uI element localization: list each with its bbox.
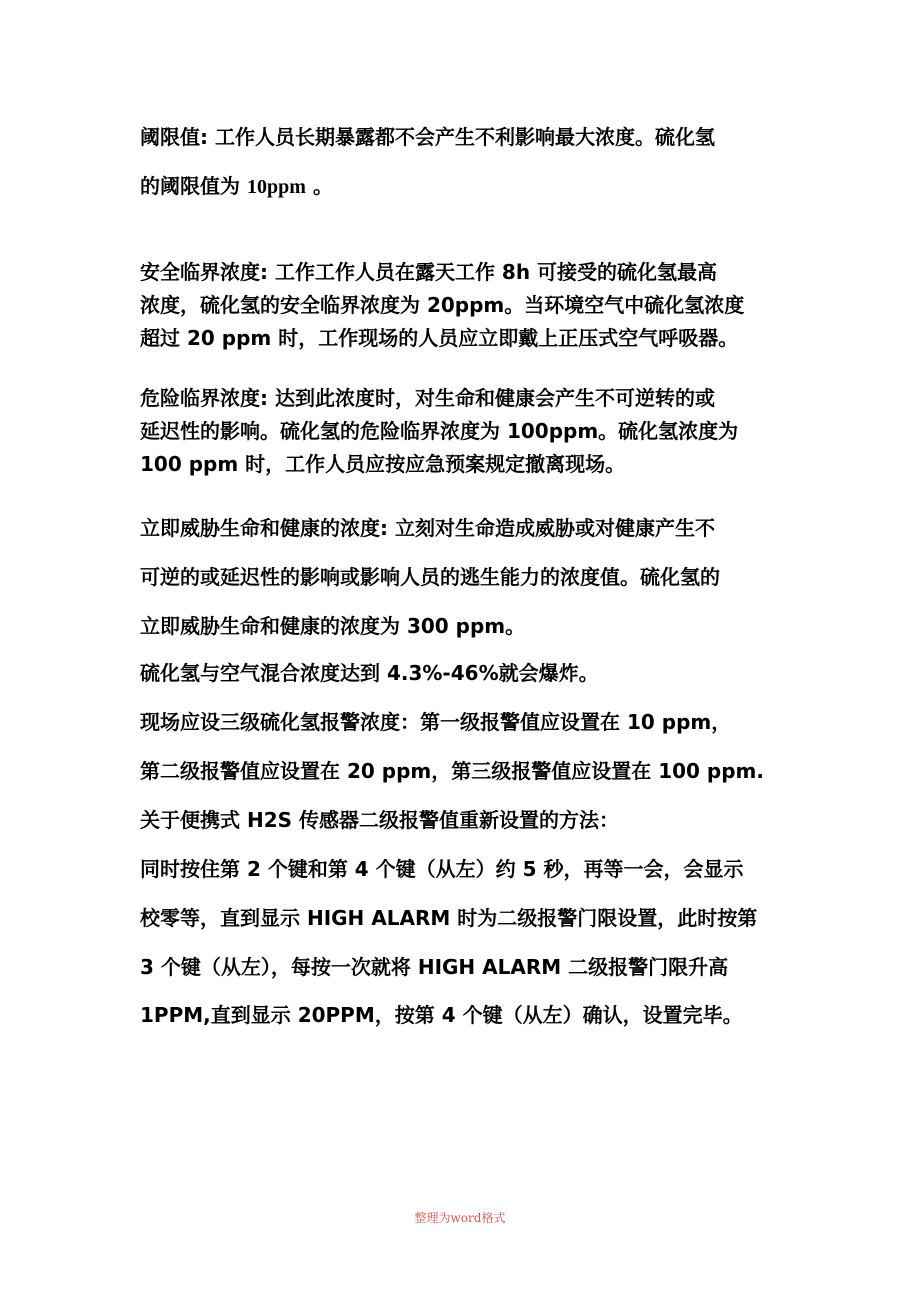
line-text: 的阈限值为 <box>140 174 247 198</box>
footer-note: 整理为word格式 <box>414 1211 506 1225</box>
paragraph-line: 立即威胁生命和健康的浓度: 立刻对生命造成威胁或对健康产生不 <box>140 516 715 540</box>
threshold-value: 10ppm <box>246 176 306 198</box>
paragraph-line: 1PPM,直到显示 20PPM，按第 4 个键（从左）确认，设置完毕。 <box>140 1003 743 1027</box>
paragraph-line: 100 ppm 时，工作人员应按应急预案规定撤离现场。 <box>140 452 626 476</box>
paragraph-line: 关于便携式 H2S 传感器二级报警值重新设置的方法： <box>140 808 619 832</box>
paragraph-line: 现场应设三级硫化氢报警浓度：第一级报警值应设置在 10 ppm， <box>140 710 732 734</box>
paragraph-line: 硫化氢与空气混合浓度达到 4.3%-46%就会爆炸。 <box>140 661 599 685</box>
paragraph-line: 3 个键（从左），每按一次就将 HIGH ALARM 二级报警门限升高 <box>140 955 729 979</box>
paragraph-line: 阈限值: 工作人员长期暴露都不会产生不利影响最大浓度。硫化氢 <box>140 125 715 149</box>
paragraph-line: 可逆的或延迟性的影响或影响人员的逃生能力的浓度值。硫化氢的 <box>140 565 720 589</box>
paragraph-line: 超过 20 ppm 时，工作现场的人员应立即戴上正压式空气呼吸器。 <box>140 326 739 350</box>
line-end: 。 <box>305 174 333 198</box>
paragraph-line: 立即威胁生命和健康的浓度为 300 ppm。 <box>140 614 526 638</box>
paragraph-line: 危险临界浓度: 达到此浓度时，对生命和健康会产生不可逆转的或 <box>140 386 715 410</box>
paragraph-line: 同时按住第 2 个键和第 4 个键（从左）约 5 秒，再等一会，会显示 <box>140 857 744 881</box>
paragraph-line: 第二级报警值应设置在 20 ppm，第三级报警值应设置在 100 ppm. <box>140 759 764 783</box>
paragraph-line: 安全临界浓度: 工作工作人员在露天工作 8h 可接受的硫化氢最高 <box>140 260 718 284</box>
paragraph-line: 校零等，直到显示 HIGH ALARM 时为二级报警门限设置，此时按第 <box>140 906 758 930</box>
paragraph-line <box>140 172 333 201</box>
paragraph-line: 浓度，硫化氢的安全临界浓度为 20ppm。当环境空气中硫化氢浓度 <box>140 293 745 317</box>
paragraph-line: 延迟性的影响。硫化氢的危险临界浓度为 100ppm。硫化氢浓度为 <box>140 419 739 443</box>
